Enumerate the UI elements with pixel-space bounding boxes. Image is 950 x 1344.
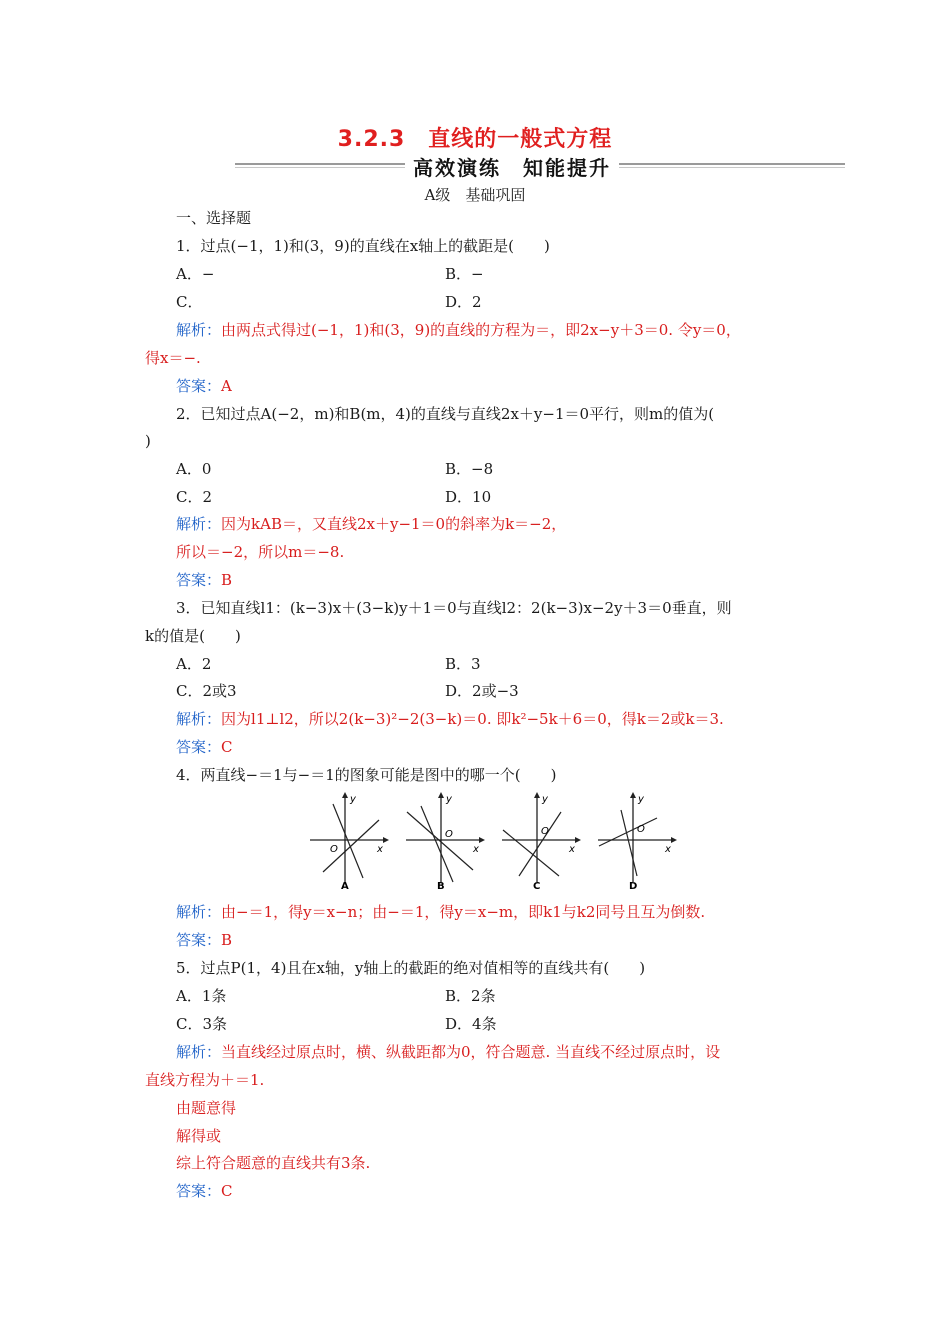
q5-answer (176, 1181, 233, 1201)
answer-value: C (221, 738, 233, 756)
q2-option-b: B．−8 (445, 460, 494, 478)
figure-label: C (533, 881, 541, 892)
q1-answer (176, 376, 232, 396)
figure-label: D (629, 881, 638, 892)
question-2-stem-cont: ) (145, 432, 151, 450)
document-title: 3.2.3 直线的一般式方程 (337, 127, 613, 152)
q1-option-d: D．2 (445, 293, 482, 311)
question-2-stem: 2．已知过点A(−2，m)和B(m，4)的直线与直线2x＋y−1＝0平行，则m的值为( (176, 405, 715, 423)
answer-label: 答案： (176, 738, 222, 756)
analysis-label: 解析： (176, 1043, 222, 1061)
analysis-text: 当直线经过原点时，横、纵截距都为0，符合题意. 当直线不经过原点时，设 (221, 1043, 721, 1061)
subtitle-banner (235, 152, 845, 180)
q1-option-c: C． (176, 293, 203, 311)
q3-option-d: D．2或−3 (445, 682, 519, 700)
section-title: 一、选择题 (176, 209, 252, 227)
question-3-stem: 3．已知直线l1：(k−3)x＋(3−k)y＋1＝0与直线l2：2(k−3)x−2y＋3＝0垂直，则 (176, 599, 732, 617)
subtitle: 高效演练 知能提升 (405, 152, 619, 181)
figure-c (502, 792, 581, 892)
q5-analysis-line-1 (176, 1042, 720, 1062)
origin-label: O (541, 826, 549, 837)
question-4-stem: 4．两直线−＝1与−＝1的图象可能是图中的哪一个( ) (176, 766, 557, 784)
q3-option-b: B．3 (445, 655, 481, 673)
origin-label: O (445, 829, 453, 840)
q2-option-c: C．2 (176, 488, 213, 506)
q4-analysis-line-1 (176, 902, 705, 922)
q5-analysis-line-2: 直线方程为＋＝1. (145, 1071, 265, 1089)
q4-answer (176, 930, 232, 950)
q5-analysis-line-4: 解得或 (176, 1127, 222, 1145)
answer-label: 答案： (176, 571, 222, 589)
figure-label: A (341, 881, 349, 892)
q2-answer (176, 570, 232, 590)
q2-option-a: A．0 (176, 460, 212, 478)
q4-figure-group (305, 790, 685, 892)
q2-analysis-line-1 (176, 514, 566, 534)
question-3-stem-cont: k的值是( ) (145, 627, 241, 645)
figure-a (310, 792, 389, 892)
q5-option-c: C．3条 (176, 1015, 228, 1033)
figure-label: B (437, 881, 445, 892)
q3-option-c: C．2或3 (176, 682, 237, 700)
q5-analysis-line-5: 综上符合题意的直线共有3条. (176, 1154, 371, 1172)
answer-value: B (221, 571, 233, 589)
figure-b (406, 792, 485, 892)
q5-option-a: A．1条 (176, 987, 227, 1005)
axis-y-label: y (446, 794, 452, 805)
analysis-text: 由−＝1，得y＝x−n；由−＝1，得y＝x−m，即k1与k2同号且互为倒数. (221, 903, 706, 921)
q3-analysis-line-1 (176, 709, 724, 729)
q1-option-a: A．− (176, 265, 215, 283)
answer-label: 答案： (176, 377, 222, 395)
axis-x-label: x (569, 844, 575, 855)
q2-analysis-line-2: 所以＝−2，所以m＝−8. (176, 543, 345, 561)
analysis-label: 解析： (176, 903, 222, 921)
origin-label: O (637, 824, 645, 835)
analysis-label: 解析： (176, 321, 222, 339)
q3-answer (176, 737, 233, 757)
answer-label: 答案： (176, 1182, 222, 1200)
answer-value: A (221, 377, 232, 395)
q5-analysis-line-3: 由题意得 (176, 1099, 237, 1117)
answer-label: 答案： (176, 931, 222, 949)
origin-label: O (330, 844, 338, 855)
figure-d (598, 792, 677, 892)
question-1-stem: 1．过点(−1，1)和(3，9)的直线在x轴上的截距是( ) (176, 237, 550, 255)
axis-x-label: x (473, 844, 479, 855)
axis-y-label: y (542, 794, 548, 805)
axis-y-label: y (638, 794, 644, 805)
axis-x-label: x (665, 844, 671, 855)
analysis-label: 解析： (176, 515, 222, 533)
analysis-text: 由两点式得过(−1，1)和(3，9)的直线的方程为＝，即2x−y＋3＝0. 令y＝0， (221, 321, 741, 339)
q4-figures (305, 790, 685, 892)
level-heading: A级 基础巩固 (424, 186, 526, 204)
q5-option-d: D．4条 (445, 1015, 497, 1033)
q1-option-b: B．− (445, 265, 484, 283)
q2-option-d: D．10 (445, 488, 492, 506)
analysis-label: 解析： (176, 710, 222, 728)
answer-value: B (221, 931, 233, 949)
q1-analysis-line-2: 得x＝−. (145, 349, 201, 367)
analysis-text: 因为kAB＝，又直线2x＋y−1＝0的斜率为k＝−2， (221, 515, 567, 533)
axis-x-label: x (377, 844, 383, 855)
analysis-text: 因为l1⊥l2，所以2(k−3)²−2(3−k)＝0. 即k²−5k＋6＝0，得k＝2或k＝3. (221, 710, 724, 728)
answer-value: C (221, 1182, 233, 1200)
q3-option-a: A．2 (176, 655, 212, 673)
axis-y-label: y (350, 794, 356, 805)
q1-analysis-line-1 (176, 320, 741, 340)
q5-option-b: B．2条 (445, 987, 496, 1005)
question-5-stem: 5．过点P(1，4)且在x轴，y轴上的截距的绝对值相等的直线共有( ) (176, 959, 646, 977)
